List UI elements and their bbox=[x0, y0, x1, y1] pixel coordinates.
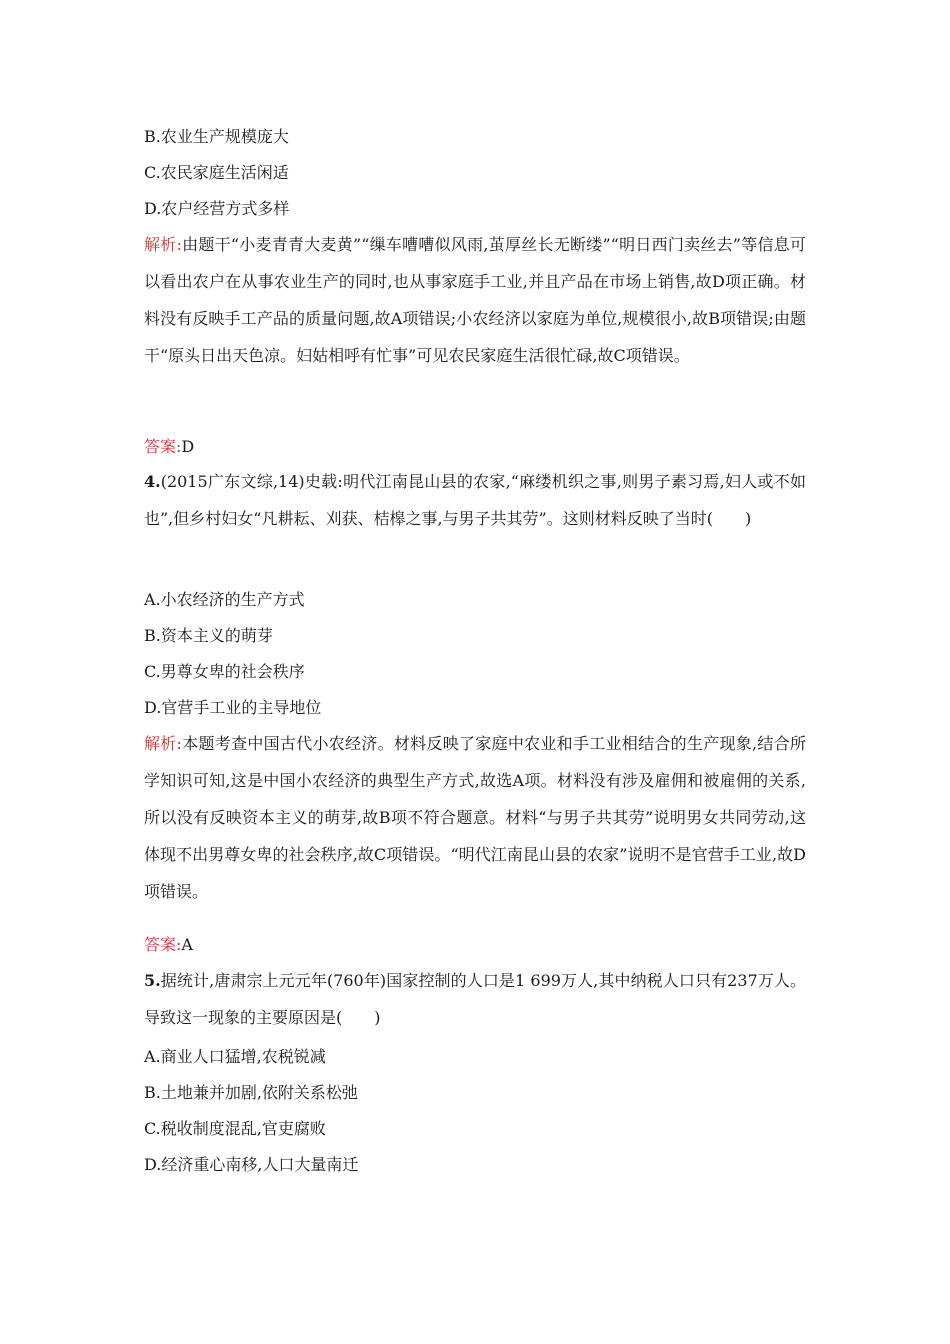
q4-stem-text: (2015广东文综,14)史载:明代江南昆山县的农家,“麻缕机织之事,则男子素习焉,妇人或不如也”,但乡村妇女“凡耕耘、刈获、桔槔之事,与男子共其劳”。这则材料反映了当时( ) bbox=[144, 472, 806, 528]
q3-analysis-label: 解析: bbox=[144, 235, 182, 254]
q5-option-b: B.土地兼并加剧,依附关系松弛 bbox=[144, 1083, 358, 1102]
q4-answer-label: 答案: bbox=[144, 935, 182, 954]
q5-option-d: D.经济重心南移,人口大量南迁 bbox=[144, 1155, 359, 1174]
q5-stem-text: 据统计,唐肃宗上元元年(760年)国家控制的人口是1 699万人,其中纳税人口只有237万人。导致这一现象的主要原因是( ) bbox=[144, 971, 806, 1027]
q4-option-b: B.资本主义的萌芽 bbox=[144, 626, 273, 645]
q4-answer-value: A bbox=[181, 935, 193, 954]
q3-answer-value: D bbox=[181, 437, 195, 456]
q3-answer-label: 答案: bbox=[144, 437, 182, 456]
q5-option-a: A.商业人口猛增,农税锐减 bbox=[144, 1047, 326, 1066]
q5-number: 5. bbox=[144, 971, 161, 990]
q3-option-b: B.农业生产规模庞大 bbox=[144, 127, 289, 146]
q4-number: 4. bbox=[144, 472, 161, 491]
q4-analysis-text: 本题考查中国古代小农经济。材料反映了家庭中农业和手工业相结合的生产现象,结合所学知识可知,这是中国小农经济的典型生产方式,故选A项。材料没有涉及雇佣和被雇佣的关系,所以没有反映资本主义的萌芽,故B项不符合题意。材料“与男子共其劳”说明男女共同劳动,这体现不出男尊女卑的社会秩序,故C项错误。“明代江南昆山县的农家”说明不是官营手工业,故D项错误。 bbox=[144, 734, 806, 901]
q4-stem bbox=[144, 463, 806, 537]
q4-answer bbox=[144, 934, 824, 956]
q4-analysis bbox=[144, 725, 806, 910]
q4-option-c: C.男尊女卑的社会秩序 bbox=[144, 662, 305, 681]
q4-option-a: A.小农经济的生产方式 bbox=[144, 590, 305, 609]
q3-analysis bbox=[144, 226, 806, 374]
q4-analysis-label: 解析: bbox=[144, 734, 182, 753]
q3-answer bbox=[144, 436, 824, 458]
q4-option-d: D.官营手工业的主导地位 bbox=[144, 698, 322, 717]
q3-option-d: D.农户经营方式多样 bbox=[144, 199, 290, 218]
q3-analysis-text: 由题干“小麦青青大麦黄”“缫车嘈嘈似风雨,茧厚丝长无断缕”“明日西门卖丝去”等信息可以看出农户在从事农业生产的同时,也从事家庭手工业,并且产品在市场上销售,故D项正确。材料没有反映手工产品的质量问题,故A项错误;小农经济以家庭为单位,规模很小,故B项错误;由题干“原头日出天色凉。妇姑相呼有忙事”可见农民家庭生活很忙碌,故C项错误。 bbox=[144, 235, 806, 365]
q5-option-c: C.税收制度混乱,官吏腐败 bbox=[144, 1119, 326, 1138]
q3-option-c: C.农民家庭生活闲适 bbox=[144, 163, 289, 182]
q5-stem bbox=[144, 962, 806, 1036]
